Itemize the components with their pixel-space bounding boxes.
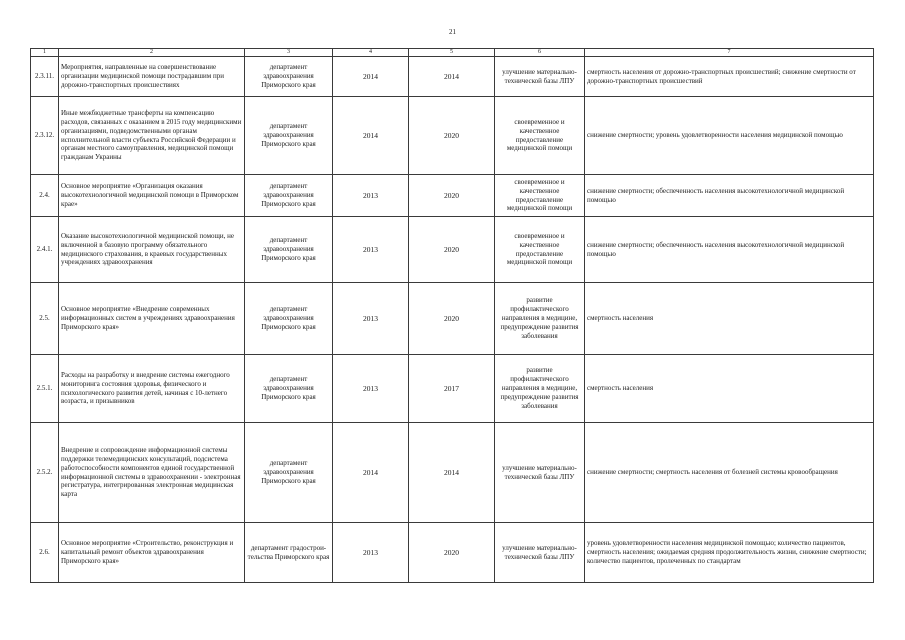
end-year: 2014 (409, 423, 495, 523)
header-cell: 1 (31, 49, 59, 57)
table-row (31, 355, 874, 423)
activity-name: Основное мероприятие «Строительство, реконструкция и капитальный ремонт объектов здравоохранения Приморского края» (59, 523, 245, 583)
table-row (31, 523, 874, 583)
start-year: 2013 (333, 523, 409, 583)
activity-name: Мероприятия, направленные на совершенствование организации медицинской помощи пострадавшим при дорожно-транспортных происшествиях (59, 57, 245, 97)
end-year: 2017 (409, 355, 495, 423)
program-table (30, 48, 874, 583)
indicators: снижение смертности; обеспеченность населения высокотехнологичной медицинской помощью (585, 217, 874, 283)
executor: департамент здравоохранения Приморского края (245, 175, 333, 217)
header-cell: 5 (409, 49, 495, 57)
activity-name: Расходы на разработку и внедрение системы ежегодного мониторинга состояния здоровья, физического и психологического развития детей, начиная с 10-летнего возраста, и призывников (59, 355, 245, 423)
indicators: смертность населения (585, 283, 874, 355)
indicators: снижение смертности; обеспеченность населения высокотехнологичной медицинской помощью (585, 175, 874, 217)
indicators: уровень удовлетворенности населения медицинской помощью; количество пациентов, смертность населения; ожидаемая средняя продолжительность жизни, снижение смертности; количество пациентов, пролеченных по стандартам (585, 523, 874, 583)
start-year: 2014 (333, 57, 409, 97)
start-year: 2013 (333, 355, 409, 423)
executor: департамент здравоохранения Приморского края (245, 57, 333, 97)
row-number: 2.5. (31, 283, 59, 355)
row-number: 2.3.11. (31, 57, 59, 97)
row-number: 2.6. (31, 523, 59, 583)
indicators: смертность населения от дорожно-транспортных происшествий; снижение смертности от дорожно-транспортных происшествий (585, 57, 874, 97)
indicators: смертность населения (585, 355, 874, 423)
table-row (31, 217, 874, 283)
table-row (31, 97, 874, 175)
end-year: 2020 (409, 523, 495, 583)
expected-result: улучшение материально-технической базы ЛПУ (495, 523, 585, 583)
header-cell: 2 (59, 49, 245, 57)
end-year: 2020 (409, 217, 495, 283)
header-cell: 7 (585, 49, 874, 57)
executor: департамент здравоохранения Приморского края (245, 97, 333, 175)
activity-name: Оказание высокотехнологичной медицинской помощи, не включенной в базовую программу обязательного медицинского страхования, в краевых государственных учреждениях здравоохранения (59, 217, 245, 283)
activity-name: Основное мероприятие «Внедрение современных информационных систем в учреждениях здравоохранения Приморского края» (59, 283, 245, 355)
end-year: 2020 (409, 97, 495, 175)
header-cell: 6 (495, 49, 585, 57)
expected-result: своевременное и качественное предоставление медицинской помощи (495, 175, 585, 217)
expected-result: своевременное и качественное предоставление медицинской помощи (495, 97, 585, 175)
executor: департамент здравоохранения Приморского края (245, 355, 333, 423)
table-row (31, 57, 874, 97)
start-year: 2013 (333, 283, 409, 355)
indicators: снижение смертности; уровень удовлетворенности населения медицинской помощью (585, 97, 874, 175)
table-row (31, 283, 874, 355)
expected-result: развитие профилактического направления в медицине, предупреждение развития заболевания (495, 283, 585, 355)
expected-result: развитие профилактического направления в медицине, предупреждение развития заболевания (495, 355, 585, 423)
page-number: 21 (449, 28, 456, 36)
indicators: снижение смертности; смертность населения от болезней системы кровообращения (585, 423, 874, 523)
expected-result: своевременное и качественное предоставление медицинской помощи (495, 217, 585, 283)
header-row (31, 49, 874, 57)
end-year: 2014 (409, 57, 495, 97)
row-number: 2.3.12. (31, 97, 59, 175)
header-cell: 3 (245, 49, 333, 57)
expected-result: улучшение материально-технической базы ЛПУ (495, 423, 585, 523)
start-year: 2014 (333, 97, 409, 175)
start-year: 2013 (333, 175, 409, 217)
row-number: 2.5.1. (31, 355, 59, 423)
row-number: 2.5.2. (31, 423, 59, 523)
expected-result: улучшение материально-технической базы ЛПУ (495, 57, 585, 97)
executor: департамент градострои-тельства Приморского края (245, 523, 333, 583)
start-year: 2013 (333, 217, 409, 283)
executor: департамент здравоохранения Приморского края (245, 423, 333, 523)
header-cell: 4 (333, 49, 409, 57)
start-year: 2014 (333, 423, 409, 523)
table-row (31, 175, 874, 217)
end-year: 2020 (409, 283, 495, 355)
activity-name: Основное мероприятие «Организация оказания высокотехнологичной медицинской помощи в Приморском крае» (59, 175, 245, 217)
end-year: 2020 (409, 175, 495, 217)
table-row (31, 423, 874, 523)
row-number: 2.4.1. (31, 217, 59, 283)
activity-name: Внедрение и сопровождение информационной системы поддержки телемедицинских консультаций, подсистема работоспособности компонентов единой государственной информационной системы в здравоохранении - электронная регистратура, интегрированная электронная медицинская карта (59, 423, 245, 523)
executor: департамент здравоохранения Приморского края (245, 283, 333, 355)
activity-name: Иные межбюджетные трансферты на компенсацию расходов, связанных с оказанием в 2015 году медицинскими организациями, подведомственными органам исполнительной власти субъекта Российской Федерации и органам местного самоуправления, медицинской помощи гражданам Украины (59, 97, 245, 175)
executor: департамент здравоохранения Приморского края (245, 217, 333, 283)
row-number: 2.4. (31, 175, 59, 217)
